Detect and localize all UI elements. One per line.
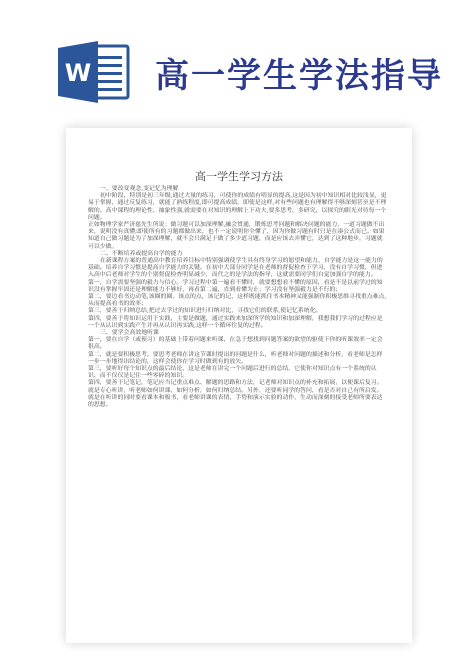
document-paragraph: 第四，要善于记笔记，笔记应当记重点难点、解题的思路和方法，记老师对知识点的补充和拓展，以便课后复习。	[88, 380, 383, 387]
page-title: 高一学生学法指导	[155, 56, 443, 96]
document-title: 高一学生学习方法	[195, 170, 283, 183]
document-paragraph: 就是在听讲的同时要看课本和板书，看老师讲课的表情，手势和演示实验的动作，生动而深刻的接受老师所要表达的思想。	[88, 394, 383, 409]
document-paragraph: 就是专心听讲，听老师如何讲课，如何分析，如何归纳总结。另外，还要听同学的答问，看是否对自己有所启发。	[88, 387, 383, 394]
document-paragraph: 第一，自学需要坚强的毅力与信心。学习过程中第一遍看不懂时，就要想想看不懂的原因，看是不是以前学过的知识没有掌握牢固还是理解能力不够好，再看第二遍，直到看懂为止；学习没有坚强毅力是不行的；	[88, 279, 383, 293]
document-paragraph: 第四，要善于将知识运用于实践，主要是做题，通过实践来加深所学的知识和加深理解，我想我们学习的过程应是一个从认识到实践产生并再从认识再实践,这样一个循环往复的过程。	[88, 315, 383, 329]
document-paragraph: 第三，要听好每个知识点的最后结论，这是老师在讲完一个问题后进行的总结，它使你对知识点有一个系统的认识，而不仅仅是记住一些零碎的知识。	[88, 366, 377, 380]
document-body	[88, 186, 388, 409]
svg-text:W: W	[64, 59, 92, 87]
document-paragraph: 二、不断培养或提高自学的能力	[100, 250, 183, 257]
document-paragraph: 在新课程方案的普通高中教育培养目标中特别强调使学生具有终身学习的愿望和能力，自学能力是这一能力的基础。培养自学习惯是提高自学能力的关键。在初中大部分同学是在老师的督促检查下学习，没有自学习惯，但进入高中后老师对学生的个别督促检查明显减少，而代之的是学法的指导，这就需要同学们自觉加强自学的能力。	[88, 258, 383, 279]
document-paragraph: 第二，就是要积极思考。要思考老师在讲这节课时提出的问题是什么，听老师对问题的描述和分析，看老师是怎样一步一步地得出结论的，这样会使你在学习时做到有的放矢。	[88, 351, 383, 365]
document-paragraph: 初中阶段，特别是初三年级,通过大量的练习，可使你的成绩有明显的提高,这是因为初中知识相对比较浅显，更易于掌握，通过反复练习，就能了熟练程度,即可提高成绩，即使是这样,对有些问题也有理解得不够深刻甚至是不理解的。高中课程的理论性、抽象性强,就需要在对知识的理解上下功夫,要多思考，多研究，以探究的眼光对待每一个问题。	[88, 193, 387, 221]
document-paragraph: 正如物理学家严济慈先生所说：做习题可以加深理解,融会贯通，锻炼思考问题和解决问题的能力，一道习题做不出来，说明没有真懂;即使所有的习题都做出来，也不一定说明你全懂了，因为你做习题有时只是在凑公式而已。如果知道自己做习题是为了加深理解，就不会只满足于做了多少道习题，而是应该去弄懂它，达到了这种地步，习题就可以少做。	[88, 222, 385, 250]
document-paragraph: 第一，要在自学（或预习）的基础上带着问题来听课，在急于想找到问题答案的欲望的驱使下你的听课效率一定会很高。	[88, 337, 383, 351]
document-paragraph: 一、要改变观念,变记忆为理解	[100, 186, 179, 192]
header	[0, 0, 474, 140]
word-document-icon	[58, 38, 132, 106]
document-paragraph: 第三，要善于归纳总结,把过去学过的知识进行归纳对比，寻找它们的联系,使记忆系统化。	[88, 308, 322, 315]
document-page	[66, 128, 412, 643]
document-paragraph: 三、要学会高效地听课	[100, 330, 159, 337]
document-paragraph: 第二，要边看书边动笔,该圈的圈，该点的点，该记的记，这样既能抓住书本精神又能强制你积极思维寻找重点难点,从而提高看书的效率；	[88, 294, 387, 308]
